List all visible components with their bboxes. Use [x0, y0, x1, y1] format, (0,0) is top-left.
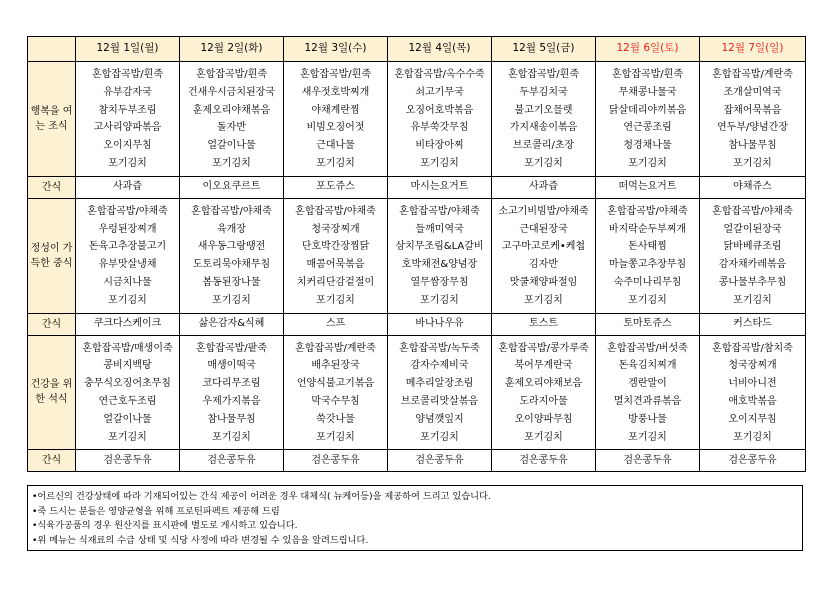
menu-item: 브로콜리/초장 [512, 140, 575, 152]
meal-cell [388, 335, 492, 450]
menu-item: 비빔오징어젓 [306, 122, 365, 134]
menu-item: 김자반 [529, 259, 558, 271]
snack-cell: 바나나우유 [388, 313, 492, 335]
menu-item: 참치두부조림 [98, 104, 157, 116]
menu-item: 유부감자국 [103, 86, 152, 98]
snack-cell: 검은콩두유 [700, 450, 806, 472]
meal-cell [596, 335, 700, 450]
menu-item: 양념깻잎지 [415, 413, 464, 425]
snack-cell: 포도쥬스 [284, 176, 388, 198]
menu-item: 배추된장국 [311, 360, 360, 372]
menu-item: 연두부/양념간장 [717, 122, 788, 134]
snack-cell: 마시는요거트 [388, 176, 492, 198]
menu-item: 얼갈이나물 [103, 413, 152, 425]
menu-item: 고사리양파볶음 [93, 122, 162, 134]
menu-item: 도토리묵야채무침 [192, 259, 271, 271]
menu-item: 혼합잡곡밥/야채죽 [607, 205, 688, 217]
menu-item: 코다리무조림 [202, 378, 261, 390]
snack-cell: 야채쥬스 [700, 176, 806, 198]
menu-item: 혼합잡곡밥/흰죽 [196, 69, 267, 80]
snack-cell: 토스트 [492, 313, 596, 335]
menu-item: 유부맛살냉채 [98, 259, 157, 271]
meal-cell [284, 62, 388, 177]
day-header: 12월 1일(월) [76, 37, 180, 62]
menu-item: 두부김치국 [519, 86, 568, 98]
menu-item: 혼합잡곡밥/옥수수죽 [394, 69, 485, 80]
snack-label: 간식 [28, 176, 76, 198]
menu-item: 봄동된장나물 [202, 276, 261, 288]
menu-item: 새우동그랑땡전 [197, 241, 266, 253]
menu-item: 콩나물부추무침 [718, 276, 787, 288]
menu-item: 참나물무침 [728, 140, 777, 152]
menu-item: 혼합잡곡밥/흰죽 [508, 69, 579, 80]
menu-item: 유부쑥갓무침 [410, 122, 469, 134]
menu-item: 치커리단감겉절이 [296, 276, 375, 288]
menu-item: 언양식불고기볶음 [296, 378, 375, 390]
snack-cell: 검은콩두유 [284, 450, 388, 472]
header-corner [28, 37, 76, 62]
notes-box [27, 485, 803, 551]
snack-label: 간식 [28, 313, 76, 335]
meal-cell [284, 198, 388, 313]
menu-item: 포기김치 [316, 294, 355, 306]
menu-item: 포기김치 [733, 294, 772, 306]
menu-item: 청국장찌개 [728, 360, 777, 372]
menu-item: 조개살미역국 [723, 86, 782, 98]
snack-row [28, 450, 806, 472]
menu-item: 포기김치 [524, 431, 563, 443]
menu-item: 연근호두조림 [98, 395, 157, 407]
menu-item: 오이지무침 [103, 140, 152, 152]
menu-item: 막국수무침 [311, 395, 360, 407]
day-header: 12월 3일(수) [284, 37, 388, 62]
menu-item: 포기김치 [628, 431, 667, 443]
menu-item: 얼갈이나물 [207, 140, 256, 152]
menu-item: 포기김치 [733, 157, 772, 169]
menu-item: 열무쌈장무침 [410, 276, 469, 288]
menu-item: 무채콩나물국 [618, 86, 677, 98]
meal-row [28, 335, 806, 450]
menu-item: 닭바베큐조림 [723, 241, 782, 253]
meal-cell [700, 198, 806, 313]
menu-item: 혼합잡곡밥/매생이죽 [82, 342, 173, 354]
menu-item: 혼합잡곡밥/야채죽 [399, 205, 480, 217]
menu-item: 포기김치 [628, 294, 667, 306]
meal-cell [492, 335, 596, 450]
snack-row [28, 313, 806, 335]
menu-item: 포기김치 [420, 431, 459, 443]
menu-item: 포기김치 [420, 157, 459, 169]
menu-item: 마늘쫑고추장무침 [608, 259, 687, 271]
menu-item: 돈사태찜 [628, 241, 667, 253]
weekly-menu-table [27, 36, 806, 472]
menu-item: 돌자반 [217, 122, 246, 134]
menu-item: 훈제오리야채보음 [504, 378, 583, 390]
menu-item: 도라지아물 [519, 395, 568, 407]
meal-cell [388, 198, 492, 313]
meal-cell [284, 335, 388, 450]
meal-row [28, 198, 806, 313]
snack-row [28, 176, 806, 198]
menu-item: 포기김치 [108, 431, 147, 443]
menu-item: 삼치무조림&LA갈비 [395, 241, 484, 253]
menu-item: 매생이떡국 [207, 360, 256, 372]
snack-cell: 검은콩두유 [76, 450, 180, 472]
menu-item: 새우젓호박찌개 [301, 86, 370, 98]
snack-cell: 스프 [284, 313, 388, 335]
snack-cell: 사과즙 [492, 176, 596, 198]
day-header: 12월 2일(화) [180, 37, 284, 62]
meal-cell [76, 335, 180, 450]
menu-item: 혼합잡곡밥/흰죽 [300, 69, 371, 80]
menu-item: 혼합잡곡밥/계란죽 [712, 69, 793, 80]
menu-item: 고구마고로케•케첩 [501, 241, 586, 253]
snack-label: 간식 [28, 450, 76, 472]
menu-item: 감자수제비국 [410, 360, 469, 372]
menu-item: 혼합잡곡밥/흰죽 [92, 69, 163, 80]
menu-item: 닭살데리야끼볶음 [608, 104, 687, 116]
meal-label: 건강을 위한 석식 [28, 335, 76, 450]
menu-item: 쇠고기무국 [415, 86, 464, 98]
menu-item: 단호박간장찜닭 [301, 241, 370, 253]
menu-item: 혼합잡곡밥/녹두죽 [399, 342, 480, 354]
menu-item: 혼합잡곡밥/팥죽 [196, 342, 267, 354]
menu-item: 참나물무침 [207, 413, 256, 425]
menu-item: 브로콜리맛살볶음 [400, 395, 479, 407]
menu-item: 가지새송이볶음 [509, 122, 578, 134]
menu-item: 북어무계란국 [514, 360, 573, 372]
menu-item: 돈육고추장불고기 [88, 241, 167, 253]
menu-item: 훈제오리야채볶음 [192, 104, 271, 116]
snack-cell: 사과즙 [76, 176, 180, 198]
snack-cell: 떠먹는요거트 [596, 176, 700, 198]
menu-item: 혼합잡곡밥/버섯죽 [607, 342, 688, 354]
menu-item: 들깨미역국 [415, 223, 464, 235]
snack-cell: 검은콩두유 [492, 450, 596, 472]
menu-item: 우제가지볶음 [202, 395, 261, 407]
note-line: •위 메뉴는 식재료의 수급 상태 및 식당 사정에 따라 변경될 수 있음을 알려드립니다. [32, 534, 369, 546]
snack-cell: 검은콩두유 [180, 450, 284, 472]
meal-cell [180, 335, 284, 450]
meal-row [28, 62, 806, 177]
menu-item: 포기김치 [212, 294, 251, 306]
menu-item: 혼합잡곡밥/야채죽 [191, 205, 272, 217]
day-header: 12월 5일(금) [492, 37, 596, 62]
meal-cell [76, 198, 180, 313]
snack-cell: 토마토쥬스 [596, 313, 700, 335]
menu-item: 메추리알장조림 [405, 378, 474, 390]
menu-item: 오징어호박볶음 [405, 104, 474, 116]
menu-item: 혼합잡곡밥/야채죽 [712, 205, 793, 217]
menu-item: 포기김치 [628, 157, 667, 169]
menu-item: 건새우시금치된장국 [188, 86, 275, 98]
menu-item: 숙주미나리무침 [613, 276, 682, 288]
menu-item: 잡채어묵볶음 [723, 104, 782, 116]
note-line: •어르신의 건강상태에 따라 기재되어있는 간식 제공이 어려운 경우 대체식( 뉴케어등)을 제공하여 드리고 있습니다. [32, 491, 491, 502]
menu-item: 포기김치 [108, 157, 147, 169]
menu-item: 돈육김치찌개 [618, 360, 677, 372]
menu-item: 오이지무침 [728, 413, 777, 425]
menu-item: 포기김치 [733, 431, 772, 443]
menu-item: 방풍나물 [628, 413, 667, 425]
menu-item: 포기김치 [316, 431, 355, 443]
menu-item: 연근콩조림 [623, 122, 672, 134]
menu-item: 혼합잡곡밥/야채죽 [295, 205, 376, 217]
meal-cell [180, 198, 284, 313]
menu-item: 혼합잡곡밥/야채죽 [87, 205, 168, 217]
meal-cell [700, 62, 806, 177]
menu-item: 감자채카레볶음 [718, 259, 787, 271]
day-header: 12월 7일(일) [700, 37, 806, 62]
menu-item: 불고기오믈렛 [514, 104, 573, 116]
menu-item: 애호박볶음 [728, 395, 777, 407]
snack-cell: 쿠크다스케이크 [76, 313, 180, 335]
menu-item: 소고기비빔밥/야채죽 [498, 205, 589, 217]
menu-item: 시금치나물 [103, 276, 152, 288]
meal-cell [76, 62, 180, 177]
day-header: 12월 6일(토) [596, 37, 700, 62]
snack-cell: 검은콩두유 [596, 450, 700, 472]
menu-item: 포기김치 [212, 431, 251, 443]
menu-item: 너비아니전 [728, 378, 777, 390]
menu-item: 포기김치 [316, 157, 355, 169]
menu-item: 포기김치 [524, 294, 563, 306]
note-line: •식육가공품의 경우 원산지를 표시판에 별도로 게시하고 있습니다. [32, 520, 298, 531]
menu-item: 청국장찌개 [311, 223, 360, 235]
meal-label: 행복을 여는 조식 [28, 62, 76, 177]
menu-item: 콩비지백탕 [103, 360, 152, 372]
menu-item: 우렁된장찌개 [98, 223, 157, 235]
menu-item: 포기김치 [420, 294, 459, 306]
menu-item: 맛쿨채양파절임 [509, 276, 578, 288]
menu-item: 포기김치 [524, 157, 563, 169]
menu-item: 근대나물 [316, 140, 355, 152]
menu-item: 쑥갓나물 [316, 413, 355, 425]
meal-cell [700, 335, 806, 450]
snack-cell: 검은콩두유 [388, 450, 492, 472]
menu-item: 겜란말이 [628, 378, 667, 390]
note-line: •죽 드시는 분들은 영양균형을 위해 프로틴파펙트 제공해 드림 [32, 505, 280, 517]
menu-item: 비타장아찌 [415, 140, 464, 152]
menu-item: 충무식오징어초무침 [84, 378, 171, 390]
day-header-row [28, 37, 806, 62]
meal-cell [180, 62, 284, 177]
meal-cell [492, 198, 596, 313]
meal-label: 정성이 가득한 중식 [28, 198, 76, 313]
menu-item: 혼합잡곡밥/흰죽 [612, 69, 683, 80]
menu-item: 청경채나물 [623, 140, 672, 152]
snack-cell: 커스타드 [700, 313, 806, 335]
menu-item: 혼합잡곡밥/계란죽 [295, 342, 376, 354]
menu-item: 혼합잡곡밥/콩가루죽 [498, 342, 589, 354]
snack-cell: 삶은감자&식혜 [180, 313, 284, 335]
menu-item: 혼합잡곡밥/참치죽 [712, 342, 793, 354]
menu-item: 오이양파무침 [514, 413, 573, 425]
menu-item: 호박채전&양념장 [401, 259, 478, 271]
snack-cell: 이오요쿠르트 [180, 176, 284, 198]
menu-item: 포기김치 [212, 157, 251, 169]
menu-item: 바지락순두부찌개 [608, 223, 687, 235]
menu-item: 멸치견과류볶음 [613, 395, 682, 407]
menu-item: 포기김치 [108, 294, 147, 306]
menu-item: 얼갈이된장국 [723, 223, 782, 235]
menu-item: 야채계란찜 [311, 104, 360, 116]
meal-cell [388, 62, 492, 177]
meal-cell [596, 62, 700, 177]
menu-item: 육개장 [217, 223, 246, 235]
meal-cell [492, 62, 596, 177]
menu-item: 매콤어묵볶음 [306, 259, 365, 271]
menu-item: 근대된장국 [519, 223, 568, 235]
day-header: 12월 4일(목) [388, 37, 492, 62]
meal-cell [596, 198, 700, 313]
